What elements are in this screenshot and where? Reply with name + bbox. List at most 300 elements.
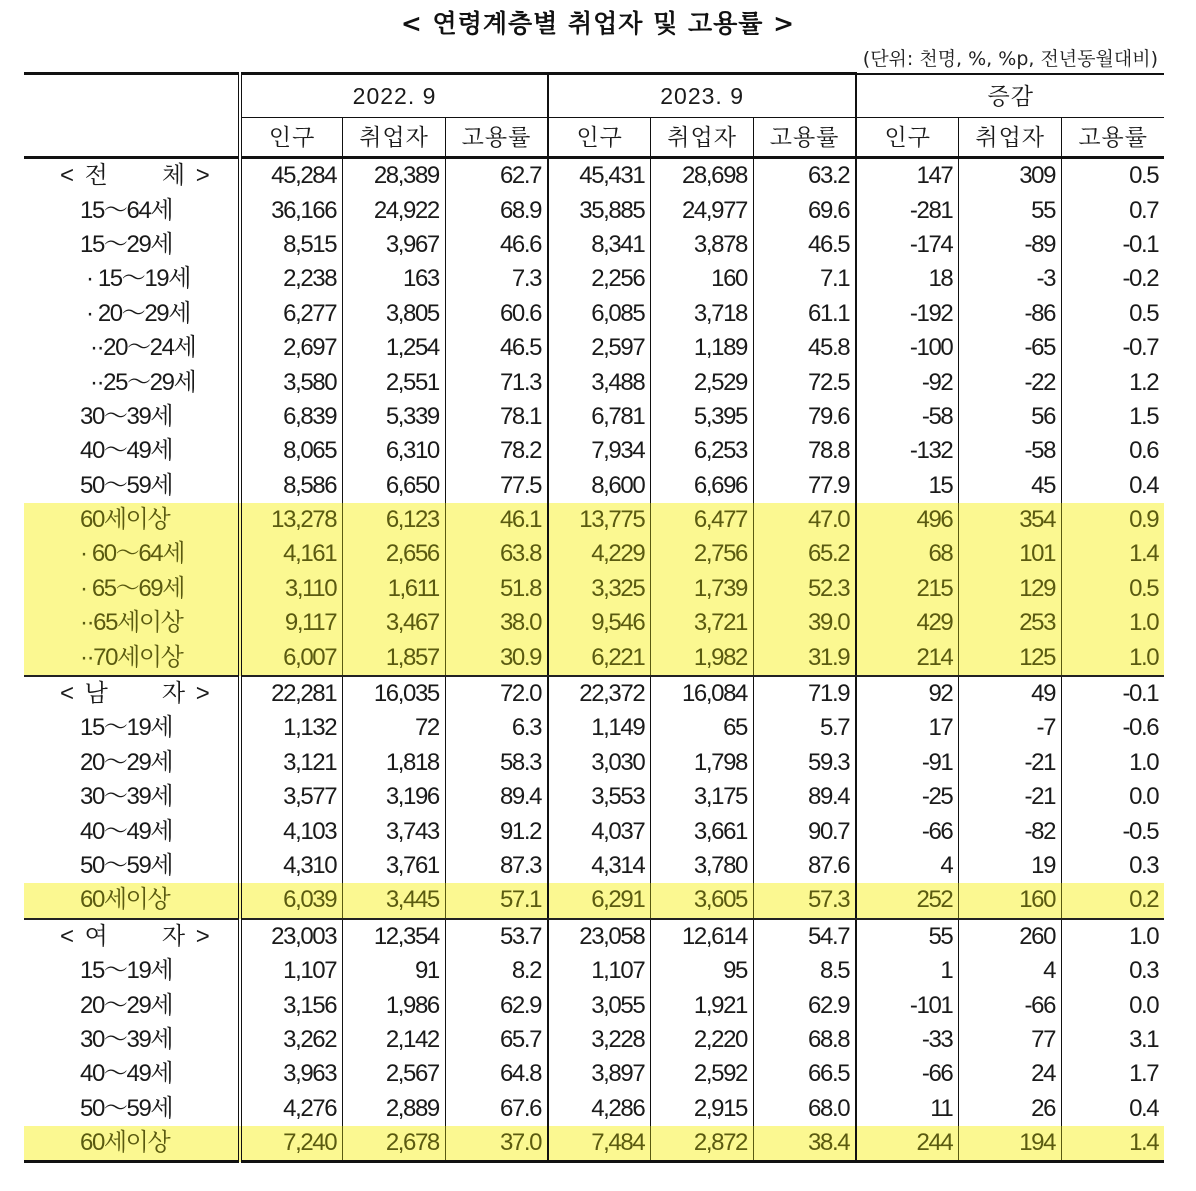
cell-population-2023: 3,897 xyxy=(548,1057,651,1091)
cell-rate-2023: 39.0 xyxy=(753,606,856,640)
cell-employed-2022: 72 xyxy=(343,711,446,745)
cell-rate-2023: 71.9 xyxy=(753,676,856,711)
row-label-text: · 15～19세 xyxy=(86,265,191,293)
row-label xyxy=(24,1092,240,1126)
cell-employed-change: 77 xyxy=(959,1023,1062,1057)
cell-population-2023: 3,488 xyxy=(548,365,651,399)
cell-population-change: 1 xyxy=(856,954,959,988)
cell-employed-2023: 24,977 xyxy=(651,193,754,227)
cell-population-2023: 6,291 xyxy=(548,883,651,918)
table-row xyxy=(24,883,1164,918)
cell-rate-2023: 79.6 xyxy=(753,400,856,434)
cell-population-2023: 7,484 xyxy=(548,1126,651,1162)
cell-population-2022: 45,284 xyxy=(240,158,343,194)
row-label-text: 30～39세 xyxy=(80,402,173,430)
row-label xyxy=(24,365,240,399)
cell-population-2022: 8,586 xyxy=(240,469,343,503)
cell-population-2022: 4,276 xyxy=(240,1092,343,1126)
cell-rate-2022: 30.9 xyxy=(445,640,548,675)
cell-rate-change: 0.3 xyxy=(1062,954,1165,988)
row-label-text: 20～29세 xyxy=(80,748,173,776)
cell-employed-2022: 3,196 xyxy=(343,780,446,814)
table-row xyxy=(24,297,1164,331)
row-label-text: < 여 자 > xyxy=(60,922,212,950)
cell-population-2022: 6,277 xyxy=(240,297,343,331)
table-row xyxy=(24,193,1164,227)
cell-rate-change: 1.0 xyxy=(1062,640,1165,675)
cell-rate-2022: 58.3 xyxy=(445,746,548,780)
cell-population-change: -92 xyxy=(856,365,959,399)
cell-population-2023: 2,256 xyxy=(548,262,651,296)
cell-population-change: 11 xyxy=(856,1092,959,1126)
cell-population-change: -91 xyxy=(856,746,959,780)
cell-population-change: 15 xyxy=(856,469,959,503)
cell-rate-2023: 69.6 xyxy=(753,193,856,227)
cell-population-2022: 2,238 xyxy=(240,262,343,296)
cell-employed-2022: 1,818 xyxy=(343,746,446,780)
cell-employed-2023: 65 xyxy=(651,711,754,745)
cell-employed-change: -82 xyxy=(959,814,1062,848)
cell-employed-change: -58 xyxy=(959,434,1062,468)
cell-employed-2022: 3,967 xyxy=(343,228,446,262)
table-row xyxy=(24,849,1164,883)
cell-rate-change: 1.7 xyxy=(1062,1057,1165,1091)
cell-employed-2022: 3,743 xyxy=(343,814,446,848)
cell-population-change: -100 xyxy=(856,331,959,365)
cell-population-2023: 35,885 xyxy=(548,193,651,227)
row-label-text: < 전 체 > xyxy=(60,162,212,190)
row-label-text: < 남 자 > xyxy=(60,680,212,708)
cell-population-change: 215 xyxy=(856,572,959,606)
employment-by-age-table xyxy=(24,72,1164,1163)
cell-population-2022: 3,156 xyxy=(240,988,343,1022)
cell-population-2022: 8,515 xyxy=(240,228,343,262)
cell-rate-2022: 77.5 xyxy=(445,469,548,503)
cell-employed-2022: 1,857 xyxy=(343,640,446,675)
cell-population-change: 55 xyxy=(856,919,959,954)
cell-rate-change: 0.2 xyxy=(1062,883,1165,918)
cell-rate-change: 0.4 xyxy=(1062,1092,1165,1126)
cell-employed-2023: 16,084 xyxy=(651,676,754,711)
table-row xyxy=(24,228,1164,262)
cell-employed-2023: 3,661 xyxy=(651,814,754,848)
cell-population-2023: 6,085 xyxy=(548,297,651,331)
cell-population-2022: 1,107 xyxy=(240,954,343,988)
cell-employed-change: -21 xyxy=(959,780,1062,814)
cell-employed-2023: 2,872 xyxy=(651,1126,754,1162)
cell-rate-change: 0.9 xyxy=(1062,503,1165,537)
cell-employed-change: 26 xyxy=(959,1092,1062,1126)
cell-population-change: -281 xyxy=(856,193,959,227)
cell-employed-2023: 3,718 xyxy=(651,297,754,331)
row-label-text: 40～49세 xyxy=(80,437,173,465)
cell-rate-2022: 63.8 xyxy=(445,537,548,571)
cell-rate-2023: 5.7 xyxy=(753,711,856,745)
row-label-text: ··70세이상 xyxy=(80,643,183,671)
cell-population-2022: 6,839 xyxy=(240,400,343,434)
row-label xyxy=(24,331,240,365)
cell-employed-2023: 5,395 xyxy=(651,400,754,434)
row-label xyxy=(24,1023,240,1057)
row-label xyxy=(24,297,240,331)
cell-employed-2022: 2,889 xyxy=(343,1092,446,1126)
cell-population-2022: 3,963 xyxy=(240,1057,343,1091)
cell-employed-change: 129 xyxy=(959,572,1062,606)
row-label xyxy=(24,434,240,468)
cell-population-2023: 6,781 xyxy=(548,400,651,434)
row-label xyxy=(24,400,240,434)
col-header-population-2023: 인구 xyxy=(548,118,651,158)
cell-population-2022: 6,007 xyxy=(240,640,343,675)
cell-rate-2023: 63.2 xyxy=(753,158,856,194)
cell-rate-2023: 38.4 xyxy=(753,1126,856,1162)
row-label xyxy=(24,919,240,954)
cell-rate-2023: 68.0 xyxy=(753,1092,856,1126)
cell-employed-2023: 3,175 xyxy=(651,780,754,814)
cell-rate-change: 1.5 xyxy=(1062,400,1165,434)
cell-population-2022: 2,697 xyxy=(240,331,343,365)
cell-rate-change: 0.0 xyxy=(1062,780,1165,814)
cell-population-change: -66 xyxy=(856,1057,959,1091)
cell-employed-2022: 3,467 xyxy=(343,606,446,640)
cell-rate-change: -0.1 xyxy=(1062,676,1165,711)
cell-employed-2022: 163 xyxy=(343,262,446,296)
cell-rate-2022: 62.9 xyxy=(445,988,548,1022)
table-row xyxy=(24,780,1164,814)
table-row xyxy=(24,400,1164,434)
cell-rate-2023: 31.9 xyxy=(753,640,856,675)
row-label-text: 60세이상 xyxy=(80,1129,170,1157)
cell-rate-2022: 62.7 xyxy=(445,158,548,194)
cell-rate-2022: 37.0 xyxy=(445,1126,548,1162)
table-row xyxy=(24,158,1164,194)
cell-rate-2022: 7.3 xyxy=(445,262,548,296)
cell-rate-2022: 89.4 xyxy=(445,780,548,814)
cell-rate-2022: 87.3 xyxy=(445,849,548,883)
row-label xyxy=(24,954,240,988)
cell-population-2023: 3,325 xyxy=(548,572,651,606)
col-header-employed-2022: 취업자 xyxy=(343,118,446,158)
row-label-text: 50～59세 xyxy=(80,1094,173,1122)
cell-rate-2023: 78.8 xyxy=(753,434,856,468)
row-label-text: · 65～69세 xyxy=(80,574,185,602)
cell-population-change: 68 xyxy=(856,537,959,571)
cell-employed-change: -89 xyxy=(959,228,1062,262)
row-label xyxy=(24,1126,240,1162)
cell-employed-2023: 6,696 xyxy=(651,469,754,503)
cell-rate-2022: 51.8 xyxy=(445,572,548,606)
cell-employed-change: -86 xyxy=(959,297,1062,331)
cell-population-change: 4 xyxy=(856,849,959,883)
row-label xyxy=(24,572,240,606)
cell-employed-change: 354 xyxy=(959,503,1062,537)
col-header-rate-change: 고용률 xyxy=(1062,118,1165,158)
cell-population-2022: 4,103 xyxy=(240,814,343,848)
cell-employed-2023: 1,921 xyxy=(651,988,754,1022)
cell-population-2023: 23,058 xyxy=(548,919,651,954)
cell-employed-2023: 12,614 xyxy=(651,919,754,954)
row-label xyxy=(24,676,240,711)
cell-population-2022: 7,240 xyxy=(240,1126,343,1162)
cell-population-2022: 3,577 xyxy=(240,780,343,814)
cell-rate-2022: 38.0 xyxy=(445,606,548,640)
cell-population-2022: 9,117 xyxy=(240,606,343,640)
table-row xyxy=(24,606,1164,640)
row-label xyxy=(24,746,240,780)
col-header-rate-2023: 고용률 xyxy=(753,118,856,158)
row-label-text: 30～39세 xyxy=(80,1025,173,1053)
cell-population-2023: 6,221 xyxy=(548,640,651,675)
label-header-cell xyxy=(24,74,240,158)
cell-employed-2023: 1,189 xyxy=(651,331,754,365)
cell-rate-change: 1.0 xyxy=(1062,919,1165,954)
row-label-text: · 20～29세 xyxy=(86,299,191,327)
cell-rate-2022: 72.0 xyxy=(445,676,548,711)
cell-employed-change: 45 xyxy=(959,469,1062,503)
cell-employed-2023: 2,915 xyxy=(651,1092,754,1126)
cell-population-2022: 13,278 xyxy=(240,503,343,537)
cell-employed-change: -21 xyxy=(959,746,1062,780)
cell-rate-2022: 71.3 xyxy=(445,365,548,399)
cell-rate-2022: 6.3 xyxy=(445,711,548,745)
table-row xyxy=(24,676,1164,711)
row-label-text: 15～19세 xyxy=(80,714,173,742)
cell-rate-2023: 90.7 xyxy=(753,814,856,848)
row-label xyxy=(24,849,240,883)
period-header-2023: 2023. 9 xyxy=(548,74,856,118)
row-label-text: 15～29세 xyxy=(80,230,173,258)
cell-population-2023: 3,030 xyxy=(548,746,651,780)
table-row xyxy=(24,331,1164,365)
cell-population-change: 496 xyxy=(856,503,959,537)
cell-population-2022: 3,580 xyxy=(240,365,343,399)
row-label xyxy=(24,640,240,675)
cell-employed-change: 24 xyxy=(959,1057,1062,1091)
row-label xyxy=(24,503,240,537)
cell-rate-2023: 89.4 xyxy=(753,780,856,814)
cell-population-change: 214 xyxy=(856,640,959,675)
cell-population-2023: 45,431 xyxy=(548,158,651,194)
cell-employed-change: 194 xyxy=(959,1126,1062,1162)
cell-employed-2022: 3,805 xyxy=(343,297,446,331)
cell-population-2023: 4,229 xyxy=(548,537,651,571)
cell-population-2023: 22,372 xyxy=(548,676,651,711)
cell-rate-2022: 67.6 xyxy=(445,1092,548,1126)
cell-employed-change: 55 xyxy=(959,193,1062,227)
cell-population-2022: 6,039 xyxy=(240,883,343,918)
cell-rate-change: -0.6 xyxy=(1062,711,1165,745)
row-label xyxy=(24,711,240,745)
cell-rate-change: 1.4 xyxy=(1062,1126,1165,1162)
cell-rate-change: 0.0 xyxy=(1062,988,1165,1022)
cell-rate-2023: 47.0 xyxy=(753,503,856,537)
cell-population-2023: 2,597 xyxy=(548,331,651,365)
cell-employed-2022: 3,445 xyxy=(343,883,446,918)
cell-employed-2022: 16,035 xyxy=(343,676,446,711)
cell-population-2022: 4,310 xyxy=(240,849,343,883)
cell-population-change: -33 xyxy=(856,1023,959,1057)
row-label-text: ··20～24세 xyxy=(90,334,196,362)
cell-employed-change: 309 xyxy=(959,158,1062,194)
col-header-population-2022: 인구 xyxy=(240,118,343,158)
table-row xyxy=(24,746,1164,780)
cell-employed-2022: 2,142 xyxy=(343,1023,446,1057)
cell-rate-2023: 87.6 xyxy=(753,849,856,883)
cell-employed-change: -7 xyxy=(959,711,1062,745)
cell-employed-change: -66 xyxy=(959,988,1062,1022)
row-label xyxy=(24,814,240,848)
row-label xyxy=(24,262,240,296)
cell-rate-change: 0.5 xyxy=(1062,572,1165,606)
cell-employed-2023: 6,477 xyxy=(651,503,754,537)
cell-population-2023: 4,314 xyxy=(548,849,651,883)
cell-rate-2022: 91.2 xyxy=(445,814,548,848)
period-header-change: 증감 xyxy=(856,74,1164,118)
row-label xyxy=(24,780,240,814)
cell-rate-2023: 65.2 xyxy=(753,537,856,571)
cell-rate-2023: 68.8 xyxy=(753,1023,856,1057)
cell-rate-2022: 65.7 xyxy=(445,1023,548,1057)
row-label-text: 20～29세 xyxy=(80,991,173,1019)
cell-employed-change: 56 xyxy=(959,400,1062,434)
cell-employed-change: 4 xyxy=(959,954,1062,988)
cell-rate-change: -0.2 xyxy=(1062,262,1165,296)
cell-employed-2023: 2,529 xyxy=(651,365,754,399)
row-label xyxy=(24,606,240,640)
cell-employed-change: 101 xyxy=(959,537,1062,571)
cell-employed-2022: 2,678 xyxy=(343,1126,446,1162)
cell-population-change: -58 xyxy=(856,400,959,434)
cell-rate-2023: 54.7 xyxy=(753,919,856,954)
cell-employed-2023: 3,780 xyxy=(651,849,754,883)
row-label-text: 40～49세 xyxy=(80,817,173,845)
cell-population-2023: 4,286 xyxy=(548,1092,651,1126)
row-label-text: 50～59세 xyxy=(80,852,173,879)
cell-employed-change: -3 xyxy=(959,262,1062,296)
row-label-text: 60세이상 xyxy=(80,506,170,534)
cell-employed-2023: 3,721 xyxy=(651,606,754,640)
cell-rate-2022: 46.5 xyxy=(445,331,548,365)
cell-rate-2022: 68.9 xyxy=(445,193,548,227)
cell-employed-2022: 1,611 xyxy=(343,572,446,606)
cell-employed-2022: 91 xyxy=(343,954,446,988)
cell-population-2022: 23,003 xyxy=(240,919,343,954)
cell-employed-2023: 1,982 xyxy=(651,640,754,675)
cell-population-2023: 3,228 xyxy=(548,1023,651,1057)
cell-employed-2022: 2,551 xyxy=(343,365,446,399)
cell-population-2023: 8,341 xyxy=(548,228,651,262)
cell-rate-change: -0.1 xyxy=(1062,228,1165,262)
cell-employed-2023: 2,756 xyxy=(651,537,754,571)
cell-rate-2022: 60.6 xyxy=(445,297,548,331)
table-row xyxy=(24,954,1164,988)
col-header-employed-2023: 취업자 xyxy=(651,118,754,158)
table-row xyxy=(24,1057,1164,1091)
table-row xyxy=(24,365,1164,399)
cell-population-2023: 9,546 xyxy=(548,606,651,640)
cell-rate-change: 0.3 xyxy=(1062,849,1165,883)
cell-rate-change: 1.4 xyxy=(1062,537,1165,571)
cell-population-2022: 22,281 xyxy=(240,676,343,711)
cell-rate-2022: 46.6 xyxy=(445,228,548,262)
cell-employed-change: 49 xyxy=(959,676,1062,711)
cell-rate-2022: 78.2 xyxy=(445,434,548,468)
cell-rate-change: 0.7 xyxy=(1062,193,1165,227)
table-row xyxy=(24,537,1164,571)
row-label-text: · 60～64세 xyxy=(80,540,185,568)
cell-rate-2023: 72.5 xyxy=(753,365,856,399)
cell-rate-2022: 46.1 xyxy=(445,503,548,537)
cell-employed-2022: 6,123 xyxy=(343,503,446,537)
cell-employed-2022: 24,922 xyxy=(343,193,446,227)
row-label-text: 60세이상 xyxy=(80,886,170,914)
cell-rate-2023: 8.5 xyxy=(753,954,856,988)
cell-employed-2022: 6,310 xyxy=(343,434,446,468)
cell-population-change: 429 xyxy=(856,606,959,640)
cell-rate-2022: 78.1 xyxy=(445,400,548,434)
cell-population-2023: 4,037 xyxy=(548,814,651,848)
cell-population-2022: 4,161 xyxy=(240,537,343,571)
cell-population-change: 18 xyxy=(856,262,959,296)
cell-employed-change: 19 xyxy=(959,849,1062,883)
cell-population-change: -192 xyxy=(856,297,959,331)
row-label-text: 15～64세 xyxy=(80,196,173,224)
row-label xyxy=(24,883,240,918)
cell-employed-2023: 3,878 xyxy=(651,228,754,262)
cell-employed-2022: 12,354 xyxy=(343,919,446,954)
cell-population-change: -101 xyxy=(856,988,959,1022)
row-label-text: 50～59세 xyxy=(80,471,173,499)
cell-rate-2023: 52.3 xyxy=(753,572,856,606)
col-header-population-change: 인구 xyxy=(856,118,959,158)
cell-employed-2022: 2,567 xyxy=(343,1057,446,1091)
cell-rate-2023: 61.1 xyxy=(753,297,856,331)
row-label xyxy=(24,158,240,194)
row-label-text: 40～49세 xyxy=(80,1060,173,1088)
row-label xyxy=(24,228,240,262)
cell-population-2023: 3,055 xyxy=(548,988,651,1022)
cell-rate-2023: 62.9 xyxy=(753,988,856,1022)
cell-rate-change: 1.0 xyxy=(1062,606,1165,640)
cell-rate-change: 1.0 xyxy=(1062,746,1165,780)
cell-employed-2022: 6,650 xyxy=(343,469,446,503)
cell-rate-change: 3.1 xyxy=(1062,1023,1165,1057)
cell-population-2022: 8,065 xyxy=(240,434,343,468)
cell-employed-2022: 3,761 xyxy=(343,849,446,883)
cell-rate-change: -0.5 xyxy=(1062,814,1165,848)
cell-population-change: -174 xyxy=(856,228,959,262)
cell-rate-2023: 7.1 xyxy=(753,262,856,296)
table-row xyxy=(24,1126,1164,1162)
cell-population-2023: 8,600 xyxy=(548,469,651,503)
cell-population-2023: 7,934 xyxy=(548,434,651,468)
cell-population-2023: 1,107 xyxy=(548,954,651,988)
cell-population-2022: 3,262 xyxy=(240,1023,343,1057)
table-row xyxy=(24,434,1164,468)
cell-rate-2022: 64.8 xyxy=(445,1057,548,1091)
table-row xyxy=(24,1092,1164,1126)
row-label xyxy=(24,988,240,1022)
table-header xyxy=(24,74,1164,158)
table-row xyxy=(24,988,1164,1022)
cell-population-change: 147 xyxy=(856,158,959,194)
period-header-2022: 2022. 9 xyxy=(240,74,548,118)
cell-employed-change: -65 xyxy=(959,331,1062,365)
row-label xyxy=(24,1057,240,1091)
cell-rate-2023: 66.5 xyxy=(753,1057,856,1091)
unit-note: (단위: 천명, %, %p, 전년동월대비) xyxy=(862,48,1158,70)
cell-rate-2023: 57.3 xyxy=(753,883,856,918)
